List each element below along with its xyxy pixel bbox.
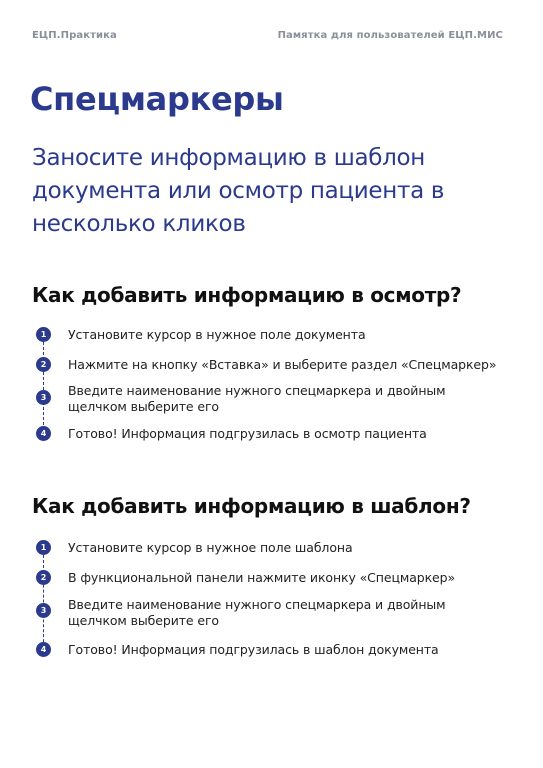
step-text: Готово! Информация подгрузилась в осмотр пациента [68,426,427,441]
step-text: Установите курсор в нужное поле документа [68,327,366,342]
step-number-badge: 4 [36,426,51,441]
step-text: Нажмите на кнопку «Вставка» и выберите раздел «Спецмаркер» [68,357,497,372]
section-heading-template: Как добавить информацию в шаблон? [32,494,471,518]
step-item [36,540,506,572]
step-text: В функциональной панели нажмите иконку «Спецмаркер» [68,570,456,585]
step-item [36,642,506,674]
step-text: Введите наименование нужного спецмаркера и двойным щелчком выберите его [68,597,446,628]
step-text: Готово! Информация подгрузилась в шаблон документа [68,642,439,657]
step-number-badge: 2 [36,357,51,372]
section-heading-examination: Как добавить информацию в осмотр? [32,283,462,307]
page-subtitle: Заносите информацию в шаблон документа или осмотр пациента в несколько кликов [32,145,445,237]
step-number-badge: 1 [36,540,51,555]
step-text: Установите курсор в нужное поле шаблона [68,540,353,555]
brand-label: ЕЦП.Практика [32,30,117,41]
document-caption: Памятка для пользователей ЕЦП.МИС [277,30,503,41]
step-number-badge: 3 [36,603,51,618]
step-number-badge: 1 [36,327,51,342]
step-text: Введите наименование нужного спецмаркера и двойным щелчком выберите его [68,383,446,414]
step-item [36,383,506,430]
step-item [36,426,506,458]
step-number-badge: 3 [36,390,51,405]
step-item [36,597,506,643]
step-item [36,327,506,359]
step-number-badge: 4 [36,642,51,657]
step-number-badge: 2 [36,570,51,585]
page-title: Спецмаркеры [30,80,284,118]
